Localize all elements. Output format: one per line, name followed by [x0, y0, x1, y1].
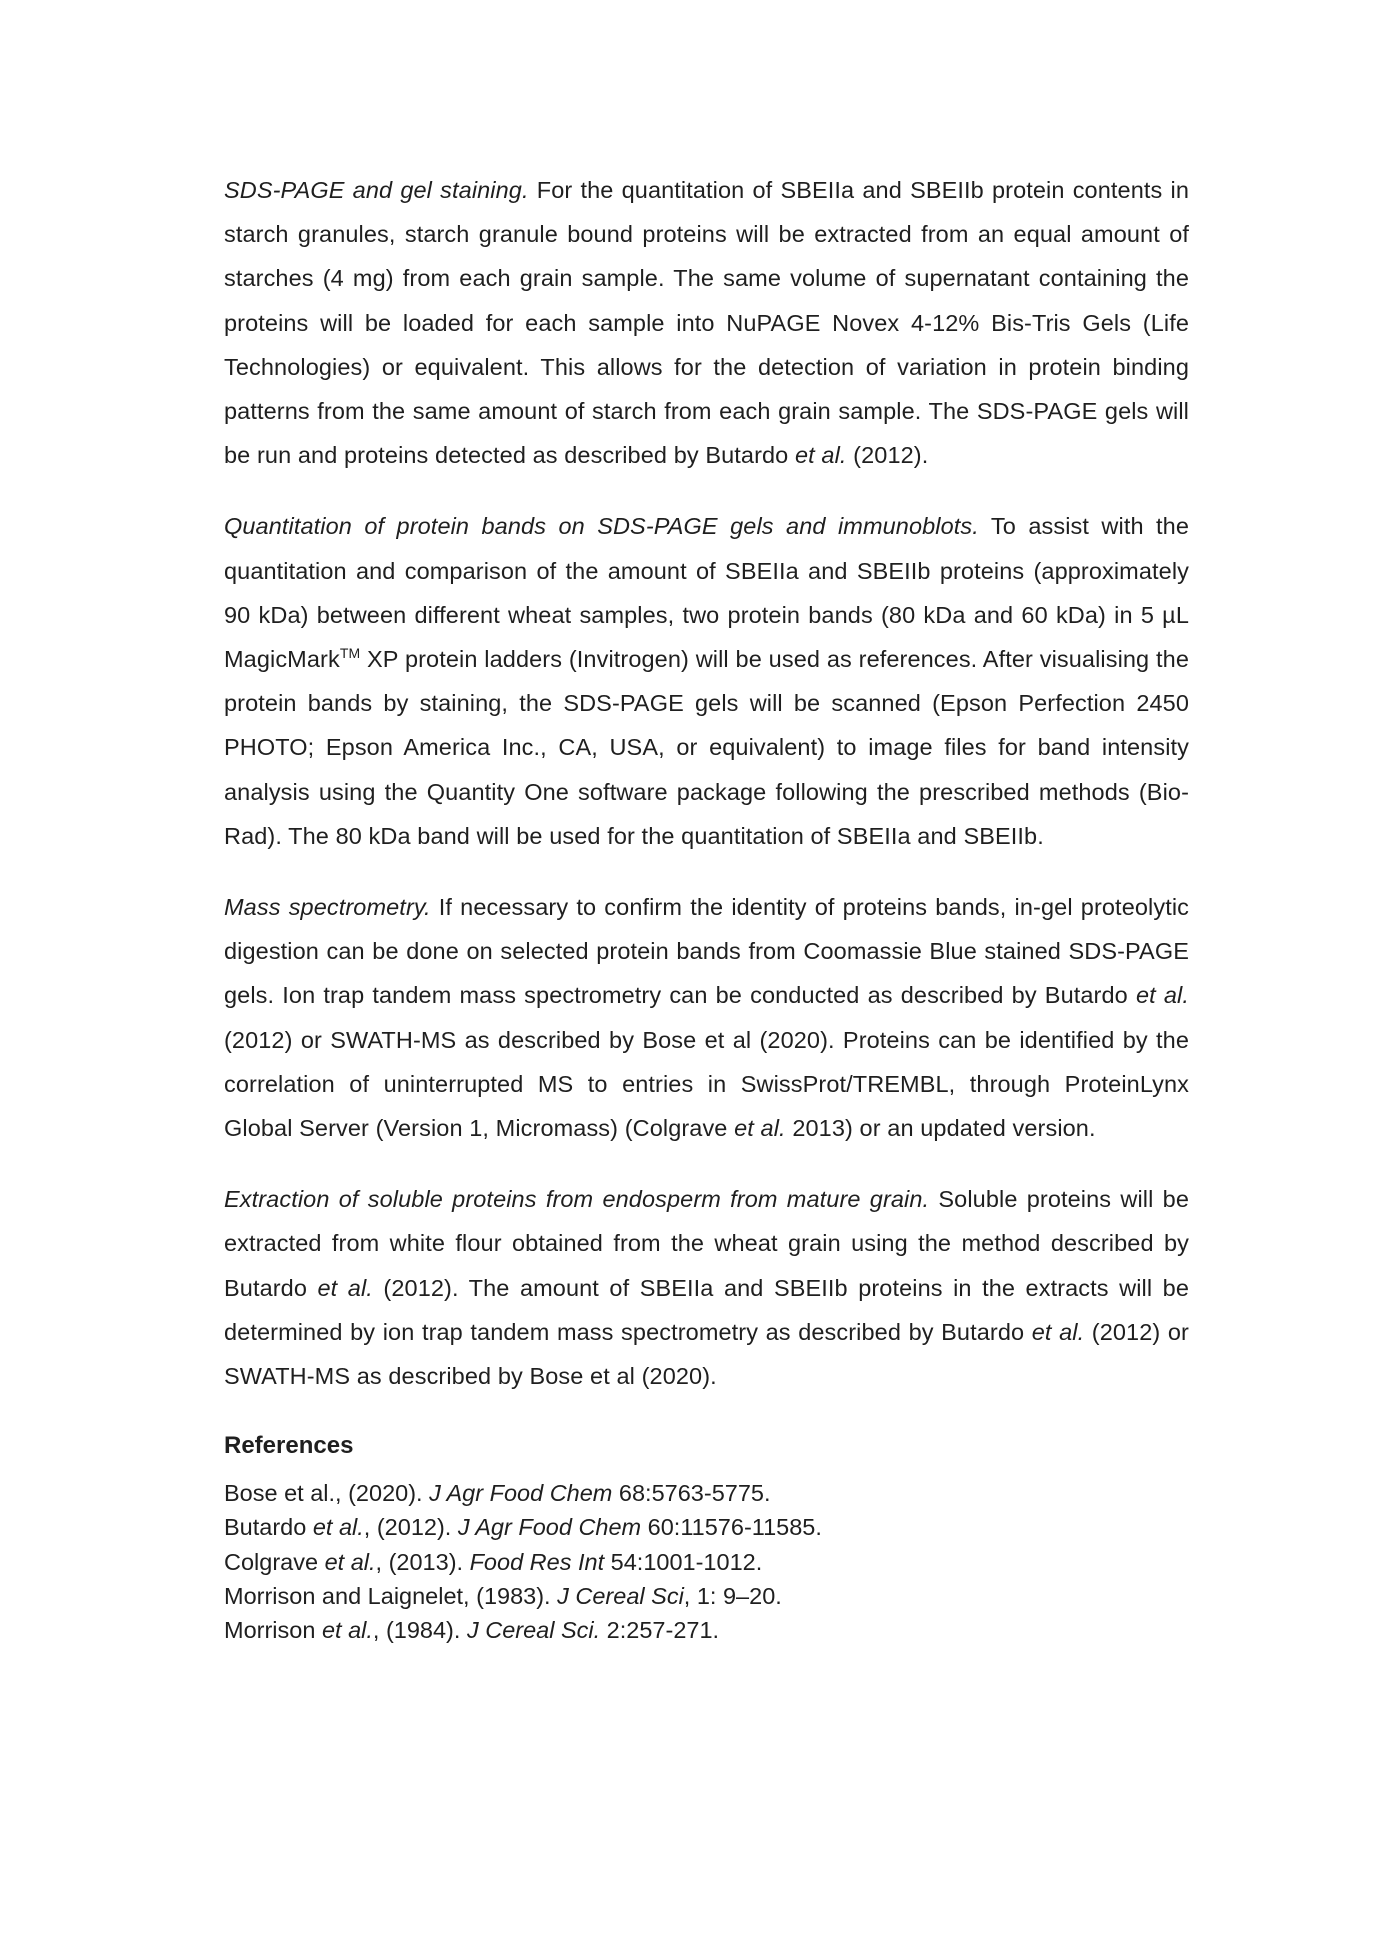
paragraph-text: (2012). — [846, 442, 929, 469]
paragraph — [224, 1177, 1189, 1398]
paragraph — [224, 168, 1189, 477]
reference-text: Morrison — [224, 1617, 322, 1644]
paragraph-text: (2012) or SWATH-MS as described by Bose et al (2020). Proteins can be identified by the correlation of uninterrupted MS to entries in SwissProt/TREMBL, through ProteinLynx Global Server (Version 1, Micromass) (Colgrave — [224, 1026, 1189, 1142]
paragraph-text: et al. — [794, 442, 847, 469]
paragraph-text: (2012). The amount of SBEIIa and SBEIIb proteins in the extracts will be determined by ion trap tandem mass spectrometry as described by Butardo — [224, 1274, 1189, 1345]
reference-item — [224, 1545, 1189, 1579]
reference-text: J Cereal Sci. — [466, 1617, 601, 1644]
paragraph-text: XP protein ladders (Invitrogen) will be used as references. After visualising the protein bands by staining, the SDS-PAGE gels will be scanned (Epson Perfection 2450 PHOTO; Epson America Inc., CA, USA, or equivalent) to image files for band intensity analysis using the Quantity One software package following the prescribed methods (Bio-Rad). The 80 kDa band will be used for the quantitation of SBEIIa and SBEIIb. — [224, 646, 1189, 849]
paragraph-text: et al. — [317, 1274, 373, 1301]
paragraph-text: et al. — [734, 1115, 786, 1142]
reference-text: 68:5763-5775. — [612, 1480, 771, 1507]
reference-text: J Agr Food Chem — [429, 1480, 613, 1507]
reference-text: , 1: 9–20. — [683, 1582, 782, 1609]
reference-text: J Agr Food Chem — [457, 1514, 642, 1541]
reference-text: Food Res Int — [469, 1548, 605, 1575]
paragraph-heading: Extraction of soluble proteins from endosperm from mature grain. — [224, 1186, 930, 1213]
reference-text: et al. — [324, 1548, 376, 1575]
reference-item — [224, 1476, 1189, 1510]
reference-text: 2:257-271. — [600, 1617, 720, 1644]
reference-text: et al. — [312, 1514, 364, 1541]
paragraph — [224, 504, 1189, 858]
references-heading: References — [224, 1432, 354, 1460]
paragraph-heading: Quantitation of protein bands on SDS-PAGE gels and immunoblots. — [224, 513, 979, 540]
reference-text: et al. — [321, 1617, 373, 1644]
paragraph-text: For the quantitation of SBEIIa and SBEIIb protein contents in starch granules, starch granule bound proteins will be extracted from an equal amount of starches (4 mg) from each grain sample. The same volume of supernatant containing the proteins will be loaded for each sample into NuPAGE Novex 4-12% Bis-Tris Gels (Life Technologies) or equivalent. This allows for the detection of variation in protein binding patterns from the same amount of starch from each grain sample. The SDS-PAGE gels will be run and proteins detected as described by Butardo — [224, 177, 1189, 469]
paragraph-text: et al. — [1031, 1318, 1085, 1345]
reference-text: Bose et al., (2020). — [224, 1480, 430, 1507]
paragraph-heading: SDS-PAGE and gel staining. — [224, 177, 529, 203]
reference-text: 54:1001-1012. — [604, 1548, 763, 1575]
reference-item — [224, 1613, 1189, 1647]
paragraph-heading: Mass spectrometry. — [224, 894, 431, 921]
paragraph-text: 2013) or an updated version. — [785, 1115, 1096, 1142]
paragraph-text: To assist with the quantitation and comparison of the amount of SBEIIa and SBEIIb proteins (approximately 90 kDa) between different wheat samples, two protein bands (80 kDa and 60 kDa) in 5 µL MagicMark — [224, 513, 1189, 673]
paragraph-text: Soluble proteins will be extracted from white flour obtained from the wheat grain using the method described by Butardo — [224, 1186, 1189, 1301]
references-list — [224, 1476, 1189, 1647]
paragraph-text: If necessary to confirm the identity of proteins bands, in-gel proteolytic digestion can be done on selected protein bands from Coomassie Blue stained SDS-PAGE gels. Ion trap tandem mass spectrometry can be conducted as described by Butardo — [224, 894, 1189, 1009]
reference-text: Butardo — [224, 1514, 313, 1541]
reference-text: 60:11576-11585. — [641, 1514, 822, 1541]
superscript-text: TM — [339, 645, 361, 662]
paragraph-text: et al. — [1135, 982, 1189, 1009]
reference-item — [224, 1579, 1189, 1613]
paragraph — [224, 885, 1189, 1150]
document-page — [224, 168, 1189, 1647]
reference-text: J Cereal Sci — [557, 1582, 684, 1609]
reference-text: , (1984). — [372, 1617, 467, 1644]
paragraph-text: (2012) or SWATH-MS as described by Bose et al (2020). — [224, 1318, 1189, 1390]
reference-text: , (2013). — [375, 1548, 470, 1575]
reference-text: Morrison and Laignelet, (1983). — [224, 1582, 558, 1609]
reference-text: , (2012). — [363, 1514, 458, 1541]
reference-item — [224, 1510, 1189, 1544]
reference-text: Colgrave — [224, 1548, 325, 1575]
body-paragraphs — [224, 168, 1189, 1398]
